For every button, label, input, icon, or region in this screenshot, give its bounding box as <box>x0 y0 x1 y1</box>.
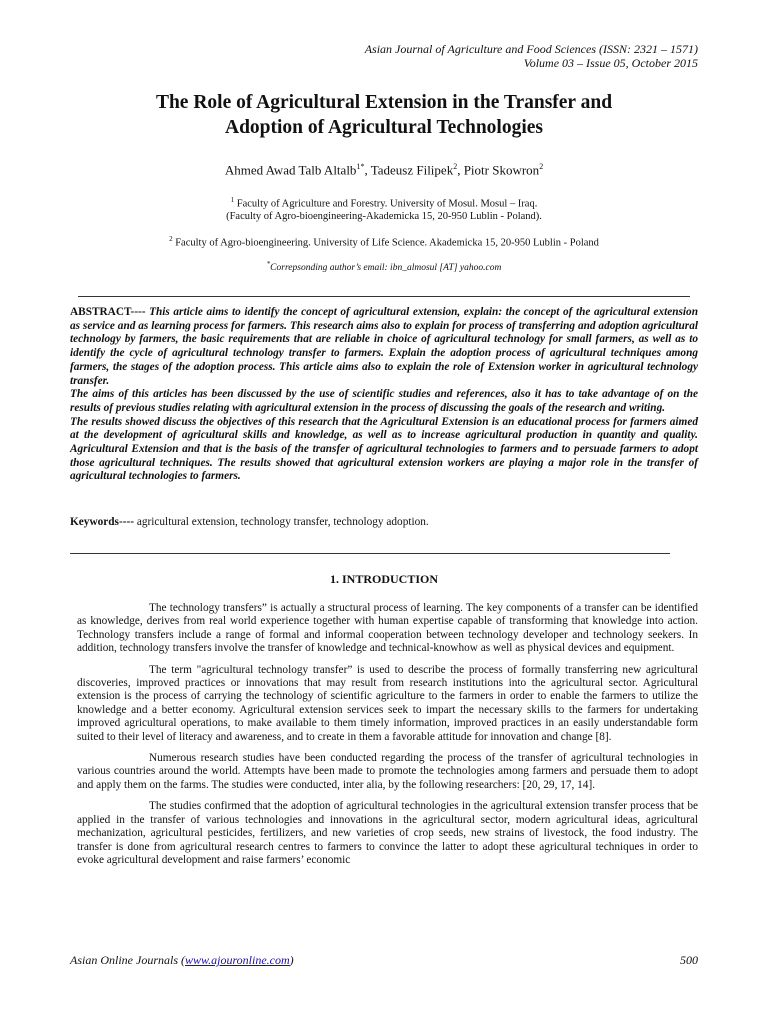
author-separator: , <box>364 162 371 178</box>
body-paragraph-1: The technology transfers” is actually a structural process of learning. The key components of a transfer can be identified as knowledge, derives from real world experience together with human expertise capable of transforming that knowledge into action. Technology transfers include a range of formal and informal cooperation between technology developer and technology seekers. In addition, technology transfers involve the transfer of knowledge and technical-knowhow as well as physical devices and equipment. <box>77 602 698 655</box>
introduction-body <box>77 602 698 875</box>
title-line-1: The Role of Agricultural Extension in the Transfer and <box>155 92 613 113</box>
author-1-mark: 1* <box>356 162 365 171</box>
keywords-text: agricultural extension, technology transfer, technology adoption. <box>134 516 429 528</box>
author-3: Piotr Skowron <box>463 162 540 178</box>
footer-journal: Asian Online Journals ( <box>70 953 185 967</box>
author-3-mark: 2 <box>539 162 544 171</box>
abstract-text-1: This article aims to identify the concept of agricultural extension, explain: the concept of the agricultural extension as service and as learning process for farmers. This research aims also to explain for process of transferring and adoption agricultural technology by farmers, the basic requirements that are reliable in choice of agricultural technology for small farmers, as well as to identify the cycle of agricultural technology transfer to farmers. Explain the adoption process of agricultural techniques among farmers, the stages of the adoption process. This article aims also to explain the role of Extension worker in agricultural technology transfer. <box>70 306 698 387</box>
affiliation-2 <box>70 233 698 250</box>
divider-bottom <box>70 553 670 554</box>
journal-header <box>365 42 698 70</box>
affiliation-2-line-1: Faculty of Agro-bioengineering. University of Life Science. Akademicka 15, 20-950 Lublin - Poland <box>172 237 599 249</box>
title-line-2: Adoption of Agricultural Technologies <box>225 117 543 138</box>
footer-website-link[interactable]: www.ajouronline.com <box>185 953 290 967</box>
affiliation-1 <box>70 194 698 223</box>
abstract <box>70 306 698 484</box>
corresponding-author <box>70 258 698 274</box>
divider-top <box>78 296 690 297</box>
author-1: Ahmed Awad Talb Altalb <box>224 162 357 178</box>
body-paragraph-3: Numerous research studies have been conducted regarding the process of the transfer of agricultural technologies in various countries around the world. Attempts have been made to promote the technologies among farmers and persuade them to adopt and apply them on the farms. The studies were conducted, inter alia, by the following researchers: [20, 29, 17, 14]. <box>77 752 698 791</box>
affiliation-2-mark: 2 <box>169 235 173 243</box>
affiliation-1-line-1: Faculty of Agriculture and Forestry. University of Mosul. Mosul – Iraq. <box>234 198 538 210</box>
abstract-paragraph-1 <box>70 306 698 388</box>
journal-name: Asian Journal of Agriculture and Food Sciences (ISSN: 2321 – 1571) <box>364 42 698 56</box>
keywords <box>70 516 698 528</box>
body-paragraph-2: The term "agricultural technology transfer” is used to describe the process of formally transferring new agricultural discoveries, improved practices or innovations that may result from research institutions into the agricultural sector. Agricultural extension is the process of carrying the technology of scientific agriculture to the farmers in order to enable the farmers to utilize the knowledge and a better economy. Agricultural extension services seek to impart the necessary skills to the farmers for undertaking improved agricultural operations, to make available to them timely information, improved practices in an easily understandable form suited to their level of literacy and awareness, and to create in them a favorable attitude for innovation and change [8]. <box>77 663 698 743</box>
author-2-mark: 2 <box>453 162 458 171</box>
journal-volume: Volume 03 – Issue 05, October 2015 <box>523 56 698 70</box>
abstract-label: ABSTRACT---- <box>70 306 146 318</box>
author-2: Tadeusz Filipek <box>370 162 454 178</box>
page-number: 500 <box>680 953 698 967</box>
author-separator: , <box>457 162 464 178</box>
affiliation-1-line-2: (Faculty of Agro-bioengineering-Akademicka 15, 20-950 Lublin - Poland). <box>226 210 542 222</box>
paper-title <box>70 90 698 140</box>
section-heading-introduction: 1. INTRODUCTION <box>329 572 438 586</box>
corresponding-email: Correpsonding author’s email: ibn_almosul [AT] yahoo.com <box>270 263 502 274</box>
affiliation-1-mark: 1 <box>230 196 235 204</box>
corresponding-mark: * <box>266 260 271 268</box>
author-list <box>70 162 698 178</box>
page-footer <box>70 953 698 968</box>
body-paragraph-4: The studies confirmed that the adoption of agricultural technologies in the agricultural extension transfer process that be applied in the transfer of various technologies and innovations in the agricultural sector, modern agricultural ideas, agricultural mechanization, agricultural pesticides, fertilizers, and new varieties of crop seeds, new strains of livestock, the food industry. The transfer is done from agricultural research centres to farmers to convince the latter to adopt these agricultural techniques in order to evoke agricultural development and raise farmers’ economic <box>77 800 698 866</box>
footer-close-paren: ) <box>289 953 294 967</box>
keywords-label: Keywords---- <box>70 516 134 528</box>
abstract-paragraph-3: The results showed discuss the objectives of this research that the Agricultural Extension is an educational process for farmers aimed at the development of agricultural skills and knowledge, as well as to increase agricultural production in quantity and quality. Agricultural Extension and that is the basis of the transfer of agricultural technologies to farmers and to persuade farmers to adopt those agricultural techniques. The results showed that agricultural extension workers are playing a major role in the transfer of agricultural technologies to farmers. <box>70 415 698 483</box>
abstract-paragraph-2: The aims of this articles has been discussed by the use of scientific studies and references, also it has to take advantage of on the results of previous studies relating with agricultural extension in the process of discussing the goals of the research and writing. <box>70 388 698 414</box>
